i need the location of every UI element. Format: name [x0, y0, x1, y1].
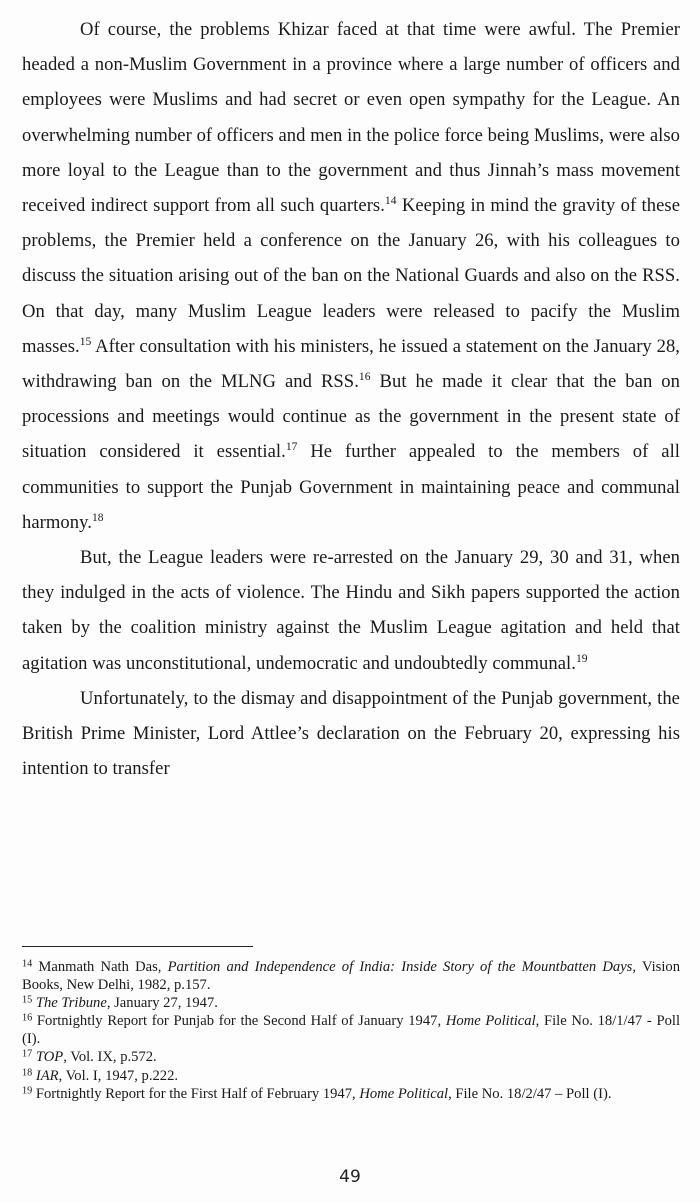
- italic-title: TOP: [35, 1049, 64, 1066]
- text-run: Keeping in mind the gravity of these problems, the Premier held a conference on the January 26, with his colleagues to discuss the situation arising out of the ban on the National Guards and also on the RSS. On that day, many Muslim League leaders were released to pacify the Muslim masses.: [22, 195, 681, 357]
- page-number: 49: [339, 1167, 361, 1187]
- text-run: After consultation with his ministers, he issued a statement on the January 28, withdrawing ban on the MLNG and RSS.: [22, 335, 680, 393]
- footnote-reference: 14: [384, 194, 397, 207]
- footnote-reference: 17: [285, 441, 298, 454]
- footnote-reference: 15: [79, 335, 92, 348]
- italic-title: The Tribune: [35, 995, 107, 1012]
- text-run: , Vol. IX, p.572.: [63, 1049, 157, 1066]
- paragraph: [22, 681, 680, 787]
- text-run: , File No. 18/1/47 - Poll (I).: [22, 1013, 680, 1048]
- text-run: , Vol. I, 1947, p.222.: [58, 1067, 179, 1084]
- paragraph: [22, 12, 680, 540]
- text-run: Manmath Nath Das,: [32, 959, 168, 975]
- footnote: [22, 1067, 680, 1085]
- footnote-reference: 16: [358, 370, 371, 383]
- text-run: Fortnightly Report for the First Half of February 1947,: [32, 1085, 360, 1102]
- italic-title: IAR: [35, 1067, 59, 1084]
- page-body: [22, 12, 680, 786]
- italic-title: Home Political: [445, 1013, 536, 1030]
- footnote-number: 19: [22, 1085, 33, 1097]
- text-run: He further appealed to the members of all communities to support the Punjab Government in maintaining peace and communal harmony.: [22, 441, 681, 533]
- footnote-divider: [22, 946, 253, 947]
- text-run: Unfortunately, to the dismay and disappointment of the Punjab government, the British Prime Minister, Lord Attlee’s declaration on the February 20, expressing his intention to transfer: [22, 687, 680, 780]
- text-run: , January 27, 1947.: [106, 995, 218, 1012]
- text-run: But he made it clear that the ban on processions and meetings would continue as the government in the present state of situation considered it essential.: [22, 371, 680, 463]
- text-run: , File No. 18/2/47 – Poll (I).: [448, 1085, 612, 1102]
- footnote-number: 18: [22, 1066, 33, 1078]
- footnote: [22, 958, 680, 994]
- footnote: [22, 1085, 680, 1103]
- text-run: Of course, the problems Khizar faced at that time were awful. The Premier headed a non-Muslim Government in a province where a large number of officers and employees were Muslims and had secret or even open sympathy for the League. An overwhelming number of officers and men in the police force being Muslims, were also more loyal to the League than to the government and thus Jinnah’s mass movement received indirect support from all such quarters.: [22, 19, 680, 217]
- text-run: Fortnightly Report for Punjab for the Second Half of January 1947,: [32, 1013, 446, 1030]
- italic-title: Home Political: [359, 1085, 449, 1102]
- footnote: [22, 1048, 680, 1066]
- footnote-reference: 18: [91, 511, 104, 524]
- footnotes-section: [22, 958, 680, 1103]
- footnote: [22, 994, 680, 1012]
- footnote-reference: 19: [575, 652, 588, 665]
- footnote-number: 15: [22, 994, 33, 1006]
- footnote-number: 14: [22, 958, 33, 970]
- italic-title: Partition and Independence of India: Inside Story of the Mountbatten Days: [167, 959, 633, 975]
- text-run: But, the League leaders were re-arrested on the January 29, 30 and 31, when they indulged in the acts of violence. The Hindu and Sikh papers supported the action taken by the coalition ministry against the Muslim League agitation and held that agitation was unconstitutional, undemocratic and undoubtedly communal.: [22, 547, 680, 674]
- footnote-number: 16: [22, 1012, 33, 1024]
- footnote: [22, 1012, 680, 1048]
- paragraph: [22, 540, 680, 681]
- footnote-number: 17: [22, 1048, 33, 1060]
- text-run: , Vision Books, New Delhi, 1982, p.157.: [22, 959, 680, 994]
